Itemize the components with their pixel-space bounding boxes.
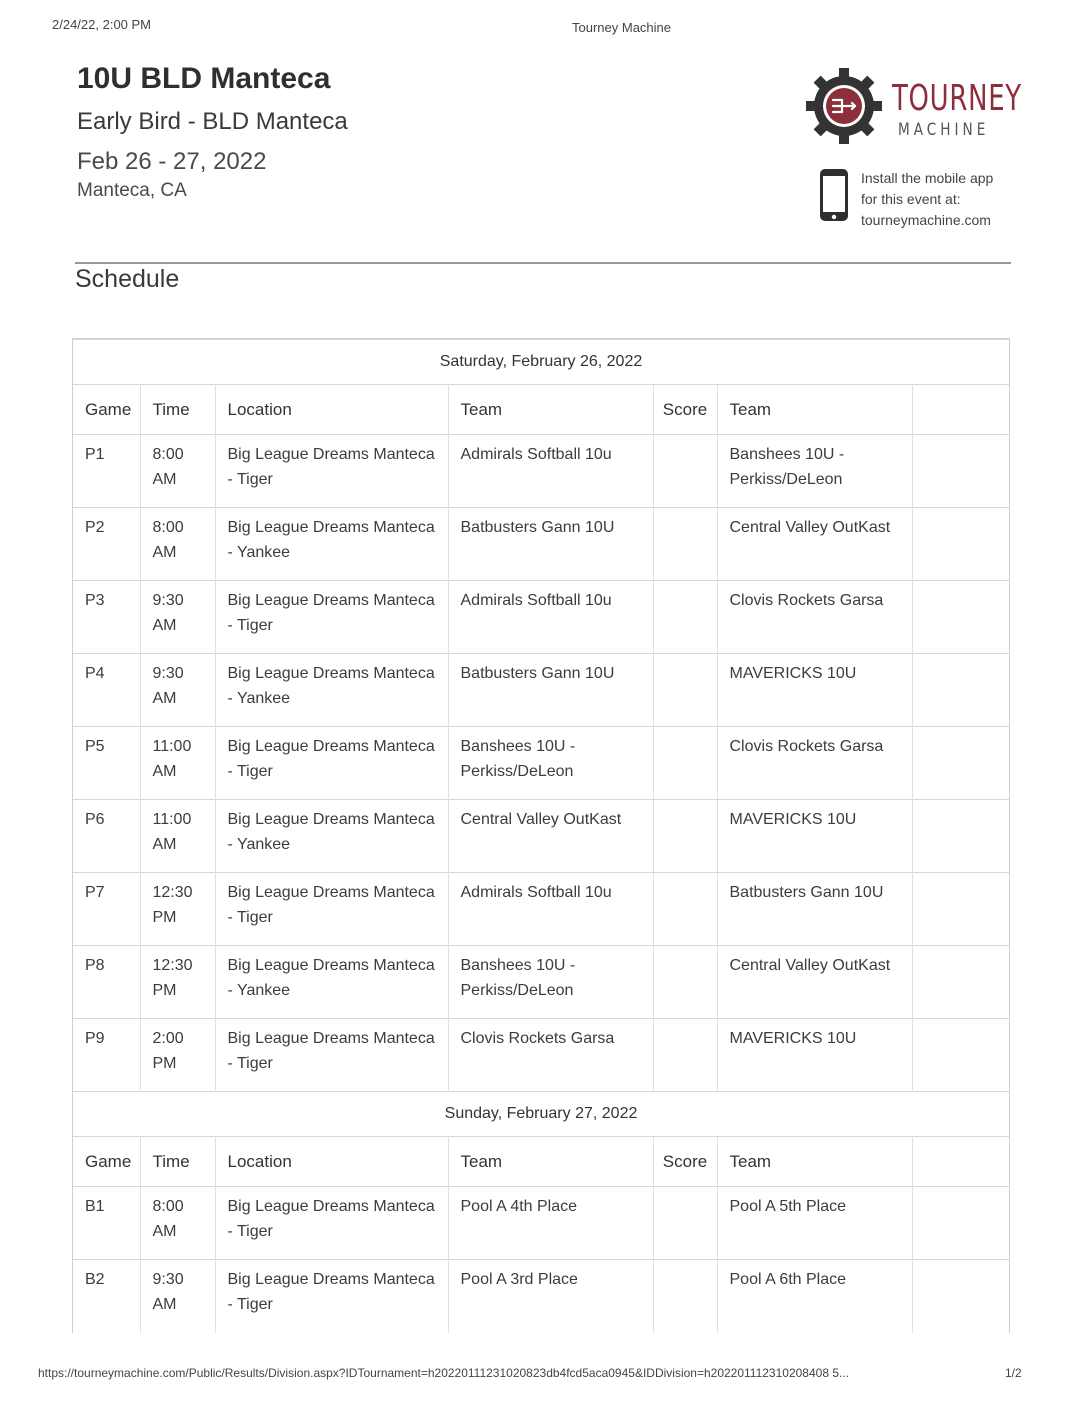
game-game-cell: P7 bbox=[73, 873, 140, 946]
game-game-cell: P9 bbox=[73, 1019, 140, 1092]
app-promo-line: Install the mobile app bbox=[861, 170, 994, 186]
game-team2-cell[interactable]: Clovis Rockets Garsa bbox=[717, 581, 912, 654]
game-team2-cell[interactable]: Banshees 10U - Perkiss/DeLeon bbox=[717, 435, 912, 508]
game-location-cell[interactable]: Big League Dreams Manteca - Yankee bbox=[215, 946, 448, 1019]
day-label: Saturday, February 26, 2022 bbox=[73, 340, 1009, 385]
game-location-cell[interactable]: Big League Dreams Manteca - Tiger bbox=[215, 727, 448, 800]
game-team1-cell[interactable]: Admirals Softball 10u bbox=[448, 581, 653, 654]
schedule-table bbox=[72, 338, 1010, 1333]
app-promo-line: for this event at: bbox=[861, 191, 961, 207]
header-divider bbox=[75, 262, 1011, 264]
game-team2-cell[interactable]: Central Valley OutKast bbox=[717, 946, 912, 1019]
print-footer-page-number: 1/2 bbox=[1005, 1366, 1022, 1380]
column-header-team2: Team bbox=[717, 385, 912, 435]
logo-wordmark: TOURNEY bbox=[892, 78, 1022, 119]
column-header-time: Time bbox=[140, 1137, 215, 1187]
game-game-cell: P1 bbox=[73, 435, 140, 508]
schedule-heading: Schedule bbox=[75, 265, 180, 293]
column-header-game: Game bbox=[73, 385, 140, 435]
game-team1-cell[interactable]: Admirals Softball 10u bbox=[448, 435, 653, 508]
game-game-cell: P6 bbox=[73, 800, 140, 873]
column-header-location: Location bbox=[215, 1137, 448, 1187]
game-spacer-cell bbox=[912, 508, 1009, 581]
game-row[interactable] bbox=[73, 727, 1009, 800]
game-time-cell: 12:30 PM bbox=[140, 873, 215, 946]
event-dates: Feb 26 - 27, 2022 bbox=[77, 148, 267, 175]
game-row[interactable] bbox=[73, 1260, 1009, 1333]
game-spacer-cell bbox=[912, 1260, 1009, 1333]
game-team1-cell[interactable]: Central Valley OutKast bbox=[448, 800, 653, 873]
game-game-cell: B2 bbox=[73, 1260, 140, 1333]
game-spacer-cell bbox=[912, 946, 1009, 1019]
game-row[interactable] bbox=[73, 1019, 1009, 1092]
game-score-cell bbox=[653, 1187, 717, 1260]
event-tournament-name: Early Bird - BLD Manteca bbox=[77, 108, 348, 135]
game-team2-cell[interactable]: Central Valley OutKast bbox=[717, 508, 912, 581]
game-spacer-cell bbox=[912, 873, 1009, 946]
app-promo-link[interactable]: tourneymachine.com bbox=[861, 212, 991, 228]
game-spacer-cell bbox=[912, 581, 1009, 654]
print-header-title: Tourney Machine bbox=[572, 20, 671, 35]
game-team2-cell[interactable]: MAVERICKS 10U bbox=[717, 654, 912, 727]
game-spacer-cell bbox=[912, 800, 1009, 873]
game-time-cell: 8:00 AM bbox=[140, 435, 215, 508]
game-score-cell bbox=[653, 508, 717, 581]
game-team1-cell[interactable]: Clovis Rockets Garsa bbox=[448, 1019, 653, 1092]
game-time-cell: 9:30 AM bbox=[140, 581, 215, 654]
print-footer-url[interactable]: https://tourneymachine.com/Public/Results/Division.aspx?IDTournament=h20220111231020823db4fcd5aca0945&IDDivision=h202201112310208408 5... bbox=[38, 1366, 849, 1380]
game-team2-cell[interactable]: Pool A 5th Place bbox=[717, 1187, 912, 1260]
game-team2-cell[interactable]: Pool A 6th Place bbox=[717, 1260, 912, 1333]
game-game-cell: P3 bbox=[73, 581, 140, 654]
game-score-cell bbox=[653, 727, 717, 800]
game-location-cell[interactable]: Big League Dreams Manteca - Yankee bbox=[215, 800, 448, 873]
game-row[interactable] bbox=[73, 946, 1009, 1019]
game-location-cell[interactable]: Big League Dreams Manteca - Tiger bbox=[215, 581, 448, 654]
game-time-cell: 2:00 PM bbox=[140, 1019, 215, 1092]
app-promo bbox=[861, 168, 993, 231]
day-header-row bbox=[73, 340, 1009, 385]
column-header-team2: Team bbox=[717, 1137, 912, 1187]
event-location: Manteca, CA bbox=[77, 180, 187, 201]
print-header-date: 2/24/22, 2:00 PM bbox=[52, 17, 152, 32]
game-spacer-cell bbox=[912, 1187, 1009, 1260]
game-score-cell bbox=[653, 946, 717, 1019]
game-spacer-cell bbox=[912, 1019, 1009, 1092]
game-spacer-cell bbox=[912, 435, 1009, 508]
game-score-cell bbox=[653, 581, 717, 654]
game-spacer-cell bbox=[912, 727, 1009, 800]
game-time-cell: 9:30 AM bbox=[140, 654, 215, 727]
game-time-cell: 9:30 AM bbox=[140, 1260, 215, 1333]
column-header-row bbox=[73, 385, 1009, 435]
game-game-cell: P2 bbox=[73, 508, 140, 581]
game-team1-cell[interactable]: Batbusters Gann 10U bbox=[448, 654, 653, 727]
game-game-cell: B1 bbox=[73, 1187, 140, 1260]
game-time-cell: 8:00 AM bbox=[140, 1187, 215, 1260]
column-header-game: Game bbox=[73, 1137, 140, 1187]
mobile-phone-icon bbox=[818, 167, 850, 223]
game-location-cell[interactable]: Big League Dreams Manteca - Yankee bbox=[215, 654, 448, 727]
game-row[interactable] bbox=[73, 1187, 1009, 1260]
game-row[interactable] bbox=[73, 800, 1009, 873]
game-score-cell bbox=[653, 873, 717, 946]
game-location-cell[interactable]: Big League Dreams Manteca - Tiger bbox=[215, 1260, 448, 1333]
game-game-cell: P8 bbox=[73, 946, 140, 1019]
game-score-cell bbox=[653, 800, 717, 873]
game-team2-cell[interactable]: Clovis Rockets Garsa bbox=[717, 727, 912, 800]
column-header-location: Location bbox=[215, 385, 448, 435]
game-time-cell: 11:00 AM bbox=[140, 800, 215, 873]
column-header-team1: Team bbox=[448, 385, 653, 435]
logo-subword: MACHINE bbox=[898, 120, 990, 140]
game-game-cell: P5 bbox=[73, 727, 140, 800]
game-game-cell: P4 bbox=[73, 654, 140, 727]
game-team1-cell[interactable]: Banshees 10U - Perkiss/DeLeon bbox=[448, 727, 653, 800]
game-spacer-cell bbox=[912, 654, 1009, 727]
game-team1-cell[interactable]: Admirals Softball 10u bbox=[448, 873, 653, 946]
game-team1-cell[interactable]: Pool A 3rd Place bbox=[448, 1260, 653, 1333]
event-division-title: 10U BLD Manteca bbox=[77, 62, 331, 95]
game-time-cell: 12:30 PM bbox=[140, 946, 215, 1019]
column-header-score: Score bbox=[653, 1137, 717, 1187]
day-header-row bbox=[73, 1092, 1009, 1137]
column-header-spacer bbox=[912, 1137, 1009, 1187]
game-team1-cell[interactable]: Pool A 4th Place bbox=[448, 1187, 653, 1260]
game-time-cell: 8:00 AM bbox=[140, 508, 215, 581]
column-header-score: Score bbox=[653, 385, 717, 435]
game-location-cell[interactable]: Big League Dreams Manteca - Tiger bbox=[215, 873, 448, 946]
game-location-cell[interactable]: Big League Dreams Manteca - Tiger bbox=[215, 1187, 448, 1260]
game-team1-cell[interactable]: Batbusters Gann 10U bbox=[448, 508, 653, 581]
column-header-row bbox=[73, 1137, 1009, 1187]
game-score-cell bbox=[653, 435, 717, 508]
column-header-team1: Team bbox=[448, 1137, 653, 1187]
game-team1-cell[interactable]: Banshees 10U - Perkiss/DeLeon bbox=[448, 946, 653, 1019]
game-row[interactable] bbox=[73, 654, 1009, 727]
game-score-cell bbox=[653, 654, 717, 727]
column-header-spacer bbox=[912, 385, 1009, 435]
column-header-time: Time bbox=[140, 385, 215, 435]
game-row[interactable] bbox=[73, 581, 1009, 654]
game-team2-cell[interactable]: Batbusters Gann 10U bbox=[717, 873, 912, 946]
day-label: Sunday, February 27, 2022 bbox=[73, 1092, 1009, 1137]
game-team2-cell[interactable]: MAVERICKS 10U bbox=[717, 1019, 912, 1092]
game-row[interactable] bbox=[73, 508, 1009, 581]
game-team2-cell[interactable]: MAVERICKS 10U bbox=[717, 800, 912, 873]
tourney-machine-logo[interactable] bbox=[806, 68, 1022, 144]
gear-logo-icon bbox=[806, 68, 882, 144]
game-row[interactable] bbox=[73, 435, 1009, 508]
game-location-cell[interactable]: Big League Dreams Manteca - Tiger bbox=[215, 435, 448, 508]
game-location-cell[interactable]: Big League Dreams Manteca - Tiger bbox=[215, 1019, 448, 1092]
game-score-cell bbox=[653, 1260, 717, 1333]
game-time-cell: 11:00 AM bbox=[140, 727, 215, 800]
game-score-cell bbox=[653, 1019, 717, 1092]
game-row[interactable] bbox=[73, 873, 1009, 946]
game-location-cell[interactable]: Big League Dreams Manteca - Yankee bbox=[215, 508, 448, 581]
